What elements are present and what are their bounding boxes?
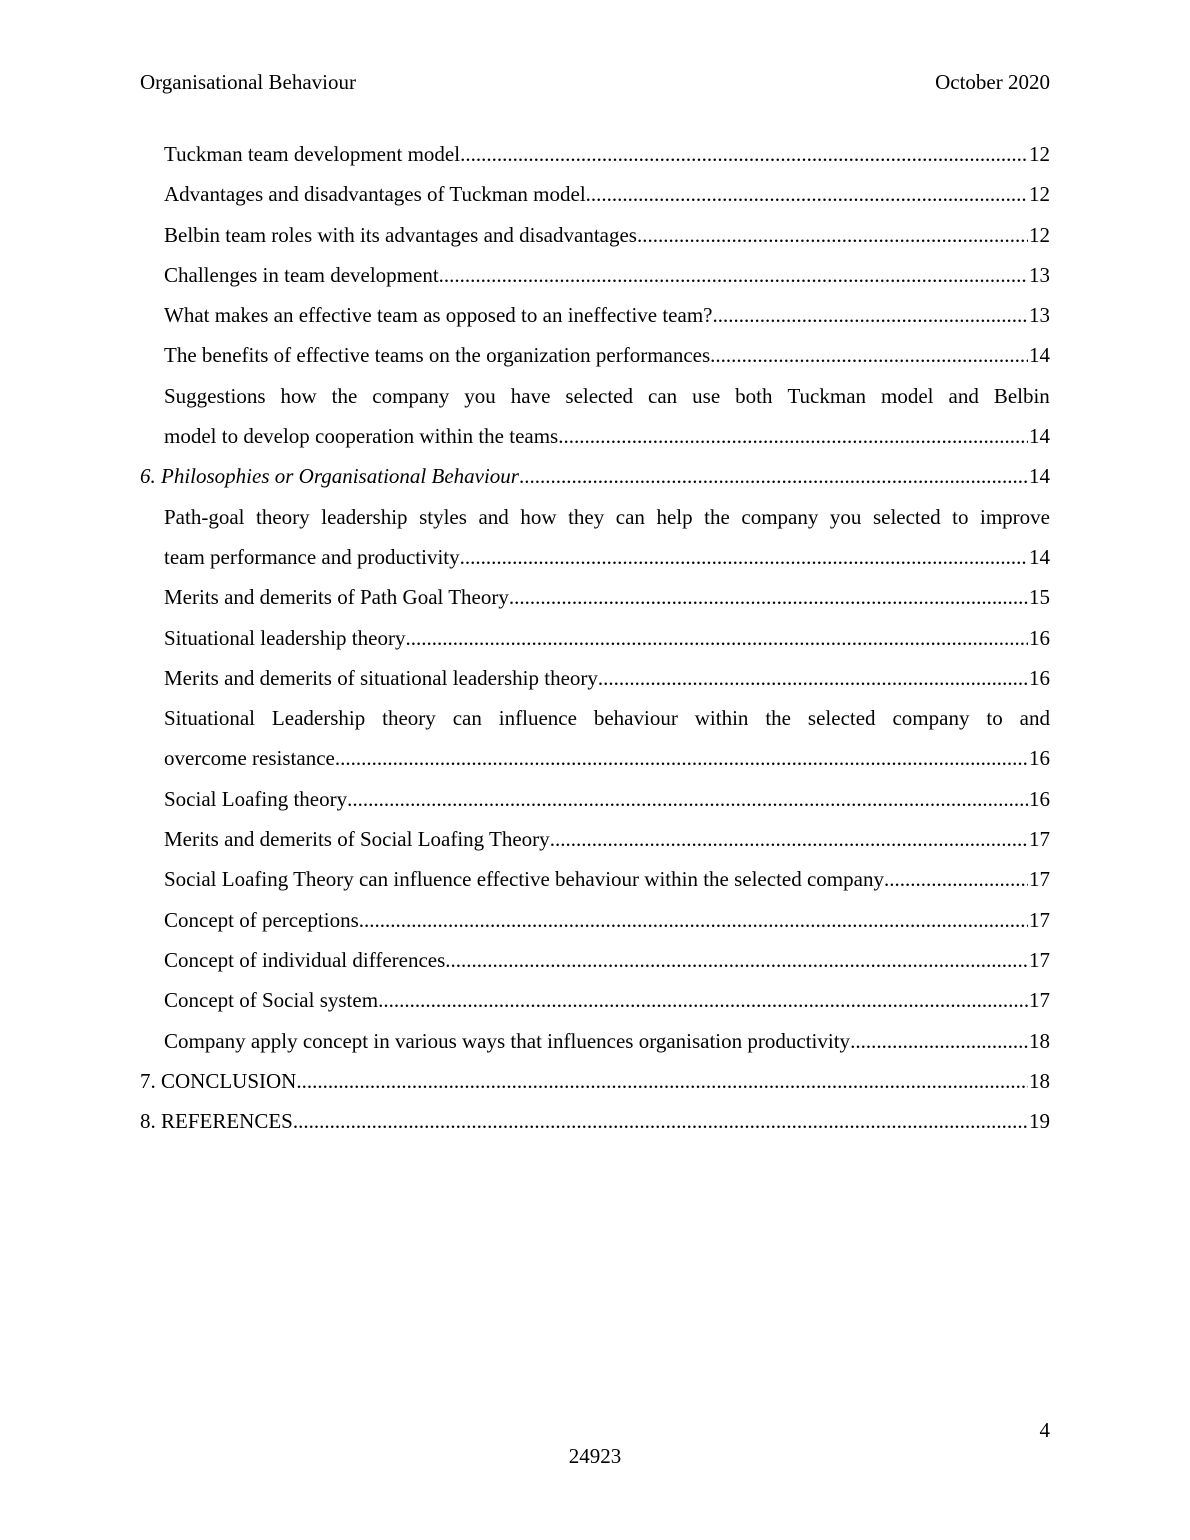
toc-entry[interactable] bbox=[140, 295, 1050, 335]
toc-entry[interactable] bbox=[140, 215, 1050, 255]
toc-word: theory bbox=[382, 706, 436, 731]
toc-entry-first-line bbox=[164, 698, 1050, 738]
toc-word: the bbox=[331, 383, 358, 408]
dot-leader bbox=[850, 1021, 1028, 1061]
toc-word: how bbox=[520, 504, 557, 529]
toc-entry[interactable] bbox=[140, 779, 1050, 819]
toc-entry-page: 16 bbox=[1029, 665, 1050, 690]
toc-entry[interactable] bbox=[140, 134, 1050, 174]
toc-word: model bbox=[881, 383, 934, 408]
table-of-contents bbox=[140, 134, 1050, 1141]
dot-leader bbox=[509, 577, 1028, 617]
toc-entry-title: Social Loafing Theory can influence effective behaviour within the selected company bbox=[164, 867, 884, 892]
toc-entry-first-line bbox=[164, 497, 1050, 537]
toc-entry-page: 14 bbox=[1029, 424, 1050, 449]
toc-word: within bbox=[694, 706, 749, 731]
toc-entry[interactable] bbox=[140, 497, 1050, 578]
header-title: Organisational Behaviour bbox=[140, 70, 356, 94]
toc-word: to bbox=[986, 706, 1003, 731]
toc-word: to bbox=[952, 504, 969, 529]
toc-entry[interactable] bbox=[140, 1061, 1050, 1101]
toc-entry-title: Merits and demerits of Social Loafing Theory bbox=[164, 827, 550, 852]
dot-leader bbox=[712, 295, 1028, 335]
dot-leader bbox=[586, 174, 1028, 214]
toc-entry[interactable] bbox=[140, 174, 1050, 214]
toc-entry-title: Merits and demerits of situational leadership theory bbox=[164, 665, 598, 690]
toc-entry-title: overcome resistance bbox=[164, 746, 335, 771]
toc-entry-page: 13 bbox=[1029, 303, 1050, 328]
toc-word: Belbin bbox=[993, 383, 1050, 408]
toc-entry-title: Advantages and disadvantages of Tuckman model bbox=[164, 182, 586, 207]
toc-word: you bbox=[464, 383, 496, 408]
toc-word: influence bbox=[498, 706, 577, 731]
toc-entry[interactable] bbox=[140, 658, 1050, 698]
toc-word: Suggestions bbox=[164, 383, 266, 408]
dot-leader bbox=[378, 980, 1028, 1020]
toc-entry-title: Merits and demerits of Path Goal Theory bbox=[164, 585, 509, 610]
dot-leader bbox=[460, 134, 1028, 174]
toc-entry-page: 16 bbox=[1029, 746, 1050, 771]
toc-entry-page: 18 bbox=[1029, 1068, 1050, 1093]
toc-entry[interactable] bbox=[140, 376, 1050, 457]
toc-word: how bbox=[280, 383, 317, 408]
toc-word: Path-goal bbox=[164, 504, 245, 529]
dot-leader bbox=[359, 900, 1028, 940]
toc-entry[interactable] bbox=[140, 698, 1050, 779]
toc-entry-title: Company apply concept in various ways that influences organisation productivity bbox=[164, 1028, 851, 1053]
toc-word: Leadership bbox=[271, 706, 366, 731]
toc-entry[interactable] bbox=[140, 456, 1050, 496]
page-number: 4 bbox=[1039, 1418, 1050, 1442]
toc-entry-title: Concept of individual differences bbox=[164, 947, 446, 972]
toc-word: leadership bbox=[321, 504, 408, 529]
toc-entry[interactable] bbox=[140, 900, 1050, 940]
dot-leader bbox=[405, 618, 1028, 658]
toc-entry-page: 13 bbox=[1029, 262, 1050, 287]
toc-word: and bbox=[948, 383, 979, 408]
dot-leader bbox=[293, 1101, 1028, 1141]
toc-word: behaviour bbox=[593, 706, 678, 731]
toc-entry[interactable] bbox=[140, 618, 1050, 658]
toc-word: and bbox=[1019, 706, 1050, 731]
dot-leader bbox=[884, 859, 1028, 899]
toc-word: selected bbox=[872, 504, 941, 529]
toc-word: selected bbox=[807, 706, 876, 731]
toc-entry-title: 7. CONCLUSION bbox=[140, 1068, 297, 1093]
toc-entry-title: Situational leadership theory bbox=[164, 625, 406, 650]
toc-word: both bbox=[735, 383, 773, 408]
toc-entry[interactable] bbox=[140, 1021, 1050, 1061]
toc-entry-page: 16 bbox=[1029, 786, 1050, 811]
toc-entry[interactable] bbox=[140, 980, 1050, 1020]
toc-entry-page: 17 bbox=[1029, 827, 1050, 852]
toc-word: company bbox=[892, 706, 970, 731]
toc-entry[interactable] bbox=[140, 255, 1050, 295]
toc-entry[interactable] bbox=[140, 819, 1050, 859]
toc-word: help bbox=[656, 504, 693, 529]
toc-word: have bbox=[510, 383, 551, 408]
toc-word: can bbox=[648, 383, 678, 408]
toc-entry-page: 17 bbox=[1029, 867, 1050, 892]
toc-word: improve bbox=[980, 504, 1050, 529]
toc-entry-title: 6. Philosophies or Organisational Behaviour bbox=[140, 464, 519, 489]
toc-word: and bbox=[478, 504, 509, 529]
toc-entry-page: 19 bbox=[1029, 1109, 1050, 1134]
toc-word: company bbox=[741, 504, 819, 529]
dot-leader bbox=[550, 819, 1028, 859]
toc-entry-page: 17 bbox=[1029, 947, 1050, 972]
toc-word: company bbox=[372, 383, 450, 408]
toc-entry-title: What makes an effective team as opposed to an ineffective team? bbox=[164, 303, 713, 328]
toc-entry[interactable] bbox=[140, 335, 1050, 375]
toc-word: theory bbox=[256, 504, 310, 529]
toc-word: can bbox=[615, 504, 645, 529]
toc-entry[interactable] bbox=[140, 577, 1050, 617]
toc-entry-title: model to develop cooperation within the teams bbox=[164, 424, 559, 449]
toc-entry-page: 17 bbox=[1029, 988, 1050, 1013]
toc-entry-title: Belbin team roles with its advantages and disadvantages bbox=[164, 222, 637, 247]
toc-entry-page: 17 bbox=[1029, 907, 1050, 932]
page-header bbox=[140, 70, 1050, 98]
toc-entry-page: 12 bbox=[1029, 142, 1050, 166]
dot-leader bbox=[335, 738, 1028, 778]
toc-word: styles bbox=[419, 504, 467, 529]
toc-entry-page: 12 bbox=[1029, 182, 1050, 207]
toc-entry-title: The benefits of effective teams on the organization performances bbox=[164, 343, 711, 368]
toc-word: Situational bbox=[164, 706, 255, 731]
toc-word: use bbox=[692, 383, 721, 408]
dot-leader bbox=[558, 416, 1028, 456]
toc-entry-title: Challenges in team development bbox=[164, 262, 439, 287]
toc-entry-page: 14 bbox=[1029, 544, 1050, 569]
dot-leader bbox=[445, 940, 1028, 980]
dot-leader bbox=[637, 215, 1028, 255]
dot-leader bbox=[598, 658, 1028, 698]
document-id: 24923 bbox=[568, 1444, 622, 1468]
toc-entry-first-line bbox=[164, 376, 1050, 416]
toc-entry[interactable] bbox=[140, 1101, 1050, 1141]
toc-word: Tuckman bbox=[787, 383, 867, 408]
toc-entry-title: Concept of perceptions bbox=[164, 907, 359, 932]
toc-entry-page: 16 bbox=[1029, 625, 1050, 650]
toc-entry-page: 14 bbox=[1029, 464, 1050, 489]
toc-word: the bbox=[704, 504, 730, 529]
toc-word: they bbox=[568, 504, 605, 529]
dot-leader bbox=[710, 335, 1028, 375]
toc-entry-title: team performance and productivity bbox=[164, 544, 460, 569]
dot-leader bbox=[347, 779, 1028, 819]
toc-entry-title: Tuckman team development model bbox=[164, 142, 461, 166]
toc-entry[interactable] bbox=[140, 859, 1050, 899]
toc-word: the bbox=[765, 706, 791, 731]
toc-word: can bbox=[452, 706, 482, 731]
toc-word: you bbox=[829, 504, 862, 529]
toc-entry-title: 8. REFERENCES bbox=[140, 1109, 293, 1134]
toc-word: selected bbox=[565, 383, 634, 408]
dot-leader bbox=[460, 537, 1028, 577]
toc-entry-page: 12 bbox=[1029, 222, 1050, 247]
header-date: October 2020 bbox=[935, 70, 1050, 94]
toc-entry-title: Concept of Social system bbox=[164, 988, 379, 1013]
dot-leader bbox=[296, 1061, 1028, 1101]
toc-entry-title: Social Loafing theory bbox=[164, 786, 348, 811]
dot-leader bbox=[439, 255, 1028, 295]
toc-entry-page: 14 bbox=[1029, 343, 1050, 368]
toc-entry[interactable] bbox=[140, 940, 1050, 980]
toc-entry-page: 15 bbox=[1029, 585, 1050, 610]
toc-entry-page: 18 bbox=[1029, 1028, 1050, 1053]
dot-leader bbox=[519, 456, 1028, 496]
